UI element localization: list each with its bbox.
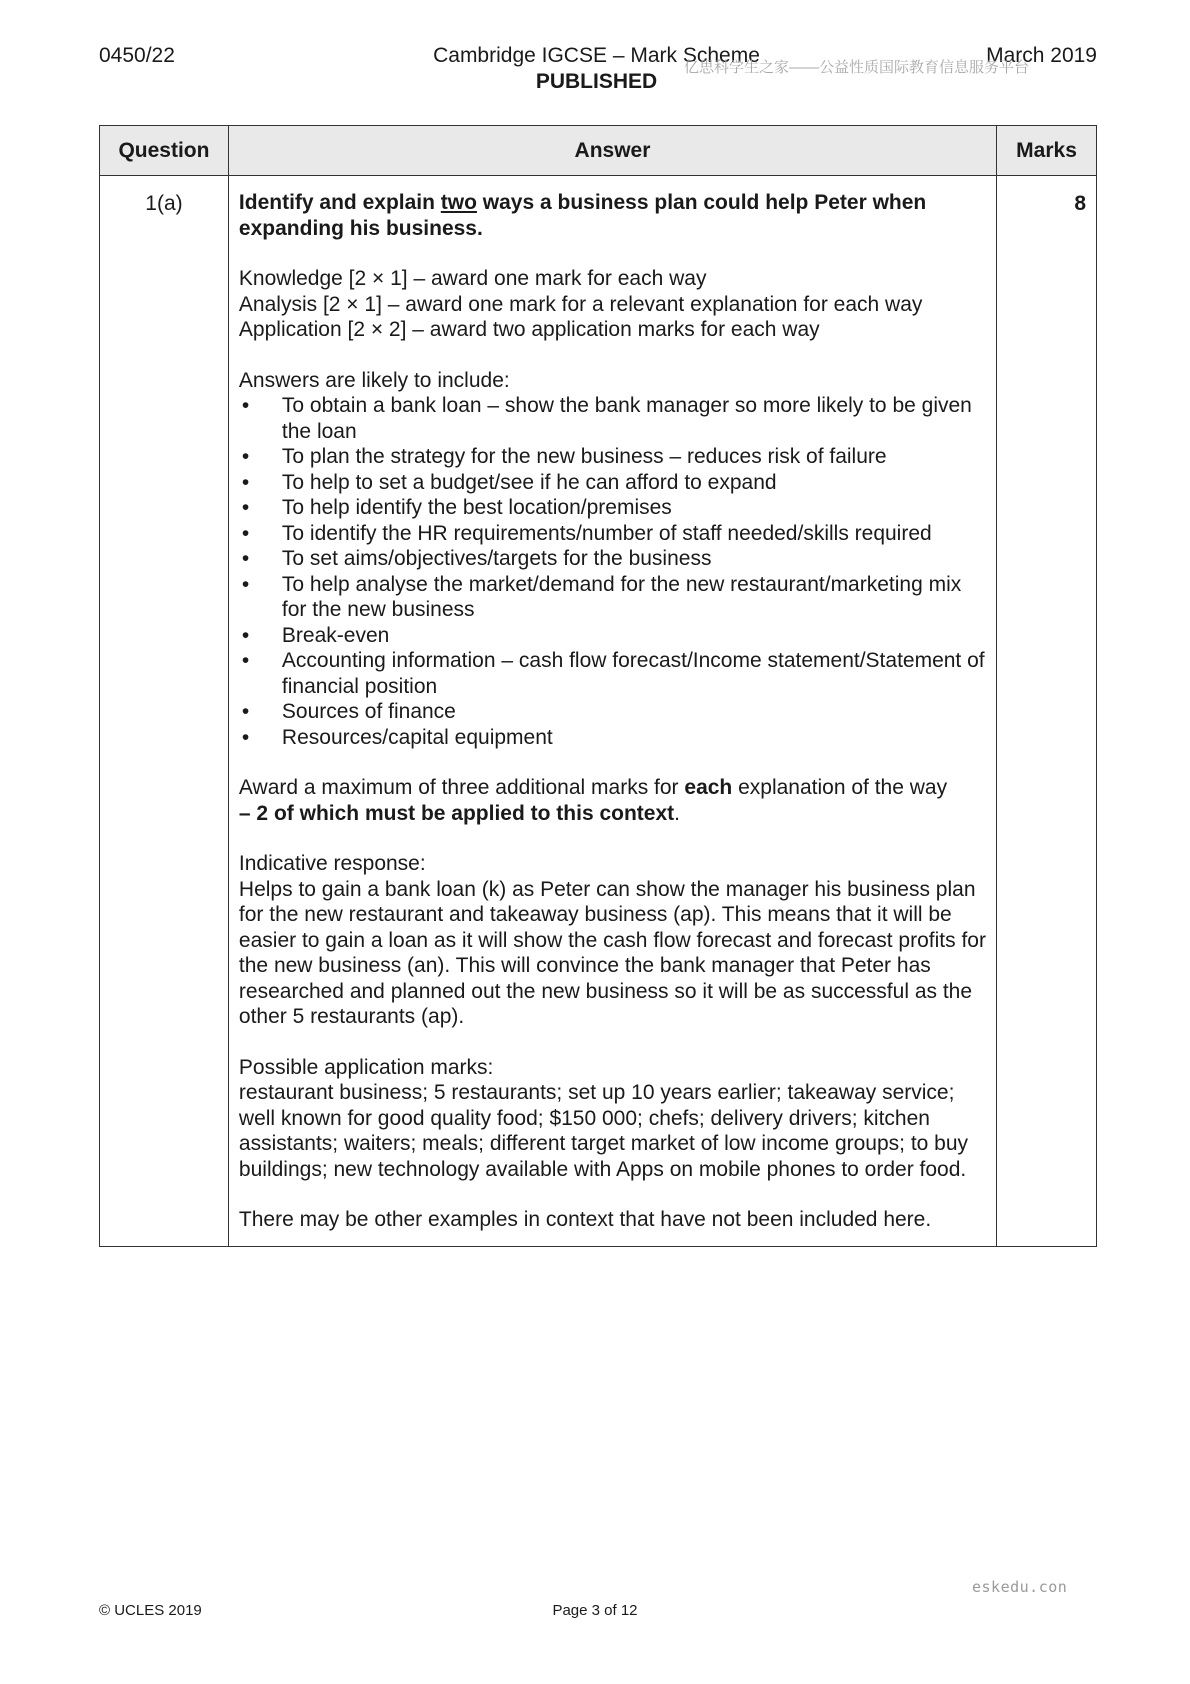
bullet-icon: • — [241, 547, 250, 570]
mark-scheme-table — [99, 125, 1097, 1247]
bullet-icon: • — [241, 521, 250, 545]
award-instruction: Award a maximum of three additional marks for each explanation of the way – 2 of which must be applied to this context. — [238, 776, 948, 825]
bullet-icon: • — [241, 572, 250, 596]
application-text: restaurant business; 5 restaurants; set up 10 years earlier; takeaway service; well known for good quality food; $150 000; chefs; delivery drivers; kitchen assistants; waiters; meals; different target market of low income groups; to buy buildings; new technology available with Apps on mobile phones to order food. — [238, 1081, 969, 1181]
watermark-text: 亿思科学生之家——公益性质国际教育信息服务平台 — [684, 59, 1030, 76]
list-item-text: To set aims/objectives/targets for the business — [281, 547, 712, 570]
list-item — [239, 470, 986, 496]
list-item — [239, 521, 986, 547]
exam-date: March 2019 — [986, 44, 1097, 67]
table-row — [100, 176, 1097, 1247]
bullet-icon: • — [241, 725, 250, 749]
list-item — [239, 725, 986, 751]
answer-cell — [228, 176, 996, 1247]
list-item — [239, 699, 986, 725]
list-item-text: To identify the HR requirements/number of staff needed/skills required — [281, 521, 932, 545]
mark-line-analysis: Analysis [2 × 1] – award one mark for a relevant explanation for each way — [238, 292, 923, 316]
bullet-icon: • — [241, 445, 250, 468]
bullet-icon: • — [241, 700, 250, 723]
list-item — [239, 393, 986, 444]
list-item-text: To help identify the best location/premises — [281, 496, 672, 519]
mark-line-application: Application [2 × 2] – award two application marks for each way — [238, 318, 820, 341]
mark-allocation — [239, 266, 986, 343]
list-item-text: To help analyse the market/demand for the new restaurant/marketing mix for the new business — [281, 572, 962, 621]
question-prompt: Identify and explain two ways a business plan could help Peter when expanding his business. — [238, 191, 927, 240]
indicative-heading: Indicative response: — [238, 852, 426, 875]
marks-value: 8 — [997, 176, 1097, 1247]
mark-line-knowledge: Knowledge [2 × 1] – award one mark for each way — [238, 267, 707, 290]
site-watermark: eskedu.con — [972, 1578, 1068, 1596]
application-marks — [239, 1055, 986, 1183]
underlined-word: two — [440, 191, 477, 214]
column-header-question: Question — [100, 126, 229, 176]
bullet-icon: • — [241, 496, 250, 519]
list-item — [239, 546, 986, 572]
bullet-icon: • — [241, 623, 250, 647]
page-number: Page 3 of 12 — [552, 1602, 638, 1619]
bullet-list — [239, 393, 986, 750]
bullet-icon: • — [241, 394, 250, 417]
list-item-text: Sources of finance — [281, 700, 456, 723]
question-number: 1(a) — [100, 176, 229, 1247]
likely-answers-heading: Answers are likely to include: — [238, 368, 510, 392]
other-examples-note: There may be other examples in context that have not been included here. — [238, 1208, 932, 1231]
document-title: Cambridge IGCSE – Mark Scheme — [433, 44, 760, 67]
paper-code: 0450/22 — [99, 44, 175, 67]
list-item-text: To plan the strategy for the new business – reduces risk of failure — [281, 445, 887, 468]
list-item — [239, 648, 986, 699]
indicative-text: Helps to gain a bank loan (k) as Peter can show the manager his business plan for the new restaurant and takeaway business (ap). This means that it will be easier to gain a loan as it will show the cash flow forecast and forecast profits for the new business (an). This will convince the bank manager that Peter has researched and planned out the new business so it will be as successful as the other 5 restaurants (ap). — [238, 877, 986, 1028]
indicative-response — [239, 851, 986, 1030]
list-item-text: Resources/capital equipment — [281, 725, 553, 749]
list-item-text: To help to set a budget/see if he can afford to expand — [281, 470, 777, 494]
column-header-answer: Answer — [228, 126, 996, 176]
list-item-text: Break-even — [281, 623, 390, 647]
copyright: © UCLES 2019 — [99, 1602, 202, 1619]
list-item-text: Accounting information – cash flow forecast/Income statement/Statement of financial position — [281, 649, 985, 698]
list-item — [239, 623, 986, 649]
list-item — [239, 572, 986, 623]
list-item — [239, 444, 986, 470]
published-label: PUBLISHED — [535, 70, 658, 93]
likely-answers — [239, 368, 986, 751]
table-header-row — [100, 126, 1097, 176]
bullet-icon: • — [241, 649, 250, 672]
column-header-marks: Marks — [997, 126, 1097, 176]
list-item — [239, 495, 986, 521]
application-heading: Possible application marks: — [238, 1055, 494, 1079]
list-item-text: To obtain a bank loan – show the bank manager so more likely to be given the loan — [281, 394, 972, 443]
bullet-icon: • — [241, 470, 250, 494]
